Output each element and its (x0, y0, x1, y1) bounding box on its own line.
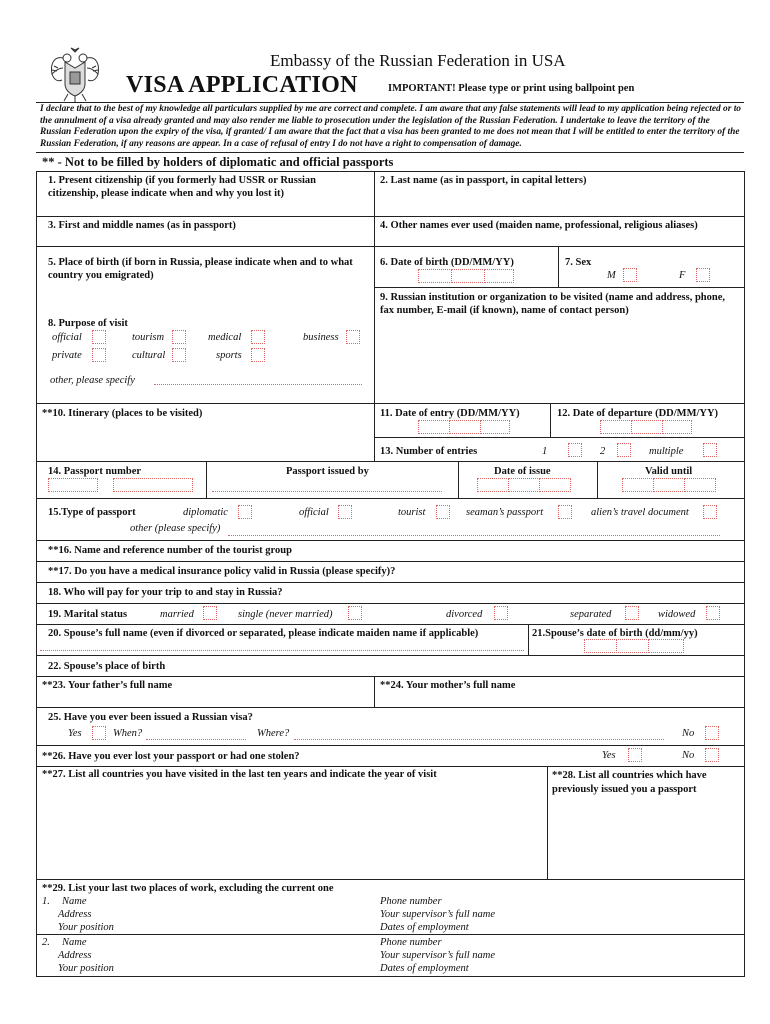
ptype-official-label: official (299, 507, 329, 518)
ptype-official-checkbox[interactable] (338, 505, 352, 519)
marital-divorced-label: divorced (446, 609, 483, 620)
embassy-title: Embassy of the Russian Federation in USA (270, 51, 566, 70)
marital-single-checkbox[interactable] (348, 606, 362, 620)
field-8-label: 8. Purpose of visit (48, 318, 128, 329)
purpose-tourism-checkbox[interactable] (172, 330, 186, 344)
field-15-label: 15.Type of passport (48, 507, 136, 518)
entries-1-label: 1 (542, 446, 548, 457)
coat-of-arms-emblem (46, 46, 104, 104)
valid-until-label: Valid until (645, 466, 693, 477)
work-1-name-label: Name (62, 896, 87, 907)
sex-f-label: F (679, 270, 686, 281)
field-16-label: **16. Name and reference number of the tourist group (48, 545, 292, 556)
lost-no-checkbox[interactable] (705, 748, 719, 762)
form-title: VISA APPLICATION (126, 72, 358, 98)
work-1-number: 1. (42, 896, 50, 907)
work-2-address-label: Address (58, 950, 92, 961)
ptype-other-input[interactable] (228, 535, 720, 536)
ptype-alien-label: alien’s travel document (591, 507, 689, 518)
marital-widowed-checkbox[interactable] (706, 606, 720, 620)
purpose-private-checkbox[interactable] (92, 348, 106, 362)
work-2-position-label: Your position (58, 963, 114, 974)
ptype-seamans-checkbox[interactable] (558, 505, 572, 519)
ptype-diplomatic-label: diplomatic (183, 507, 228, 518)
diplomatic-note: ** - Not to be filled by holders of diplomatic and official passports (42, 155, 394, 169)
marital-single-label: single (never married) (238, 609, 333, 620)
declaration-text: I declare that to the best of my knowledge all particulars supplied by me are correct and complete. I am aware that any false statements will lead to my application being rejected or to the annulment of a visa already granted and may also render me liable to prosecution under the legislation of the Russian Federation. I undertake to leave the territory of the Russian Federation upon the expiry of the visa, if granted/ I am aware that the fact that a visa has been granted to me does not mean that I will be entitled to enter the territory of the Russian Federation, if any reasons are appear. In a case of refusal of entry I do not have a right to compensation of damage. (40, 104, 741, 149)
passport-issued-by-label: Passport issued by (286, 466, 369, 477)
entries-multiple-checkbox[interactable] (703, 443, 717, 457)
work-1-dates-label: Dates of employment (380, 922, 469, 933)
field-29-label: **29. List your last two places of work, excluding the current one (42, 883, 334, 894)
purpose-medical-checkbox[interactable] (251, 330, 265, 344)
marital-separated-checkbox[interactable] (625, 606, 639, 620)
date-of-issue-label: Date of issue (494, 466, 551, 477)
field-24-label: **24. Your mother’s full name (380, 680, 516, 691)
purpose-business-label: business (303, 332, 339, 343)
field-1-label: 1. Present citizenship (if you formerly had USSR or Russian citizenship, please indicate when and why you lost it) (48, 175, 316, 199)
ptype-seamans-label: seaman’s passport (466, 507, 544, 518)
work-1-position-label: Your position (58, 922, 114, 933)
ptype-alien-checkbox[interactable] (703, 505, 717, 519)
purpose-cultural-checkbox[interactable] (172, 348, 186, 362)
marital-separated-label: separated (570, 609, 612, 620)
visa-where-input[interactable] (294, 739, 664, 740)
field-13-label: 13. Number of entries (380, 446, 478, 457)
lost-no-label: No (682, 750, 695, 761)
work-1-phone-label: Phone number (380, 896, 442, 907)
purpose-sports-label: sports (216, 350, 242, 361)
visa-when-input[interactable] (146, 739, 246, 740)
purpose-business-checkbox[interactable] (346, 330, 360, 344)
ptype-other-label: other (please specify) (130, 523, 221, 534)
purpose-tourism-label: tourism (132, 332, 165, 343)
field-14-label: 14. Passport number (48, 466, 142, 477)
purpose-cultural-label: cultural (132, 350, 166, 361)
lost-yes-checkbox[interactable] (628, 748, 642, 762)
visa-yes-checkbox[interactable] (92, 726, 106, 740)
work-2-phone-label: Phone number (380, 937, 442, 948)
field-17-label: **17. Do you have a medical insurance policy valid in Russia (please specify)? (48, 566, 396, 577)
field-3-label: 3. First and middle names (as in passport) (48, 220, 236, 231)
marital-widowed-label: widowed (658, 609, 696, 620)
field-19-label: 19. Marital status (48, 609, 128, 620)
field-20-label: 20. Spouse’s full name (even if divorced or separated, please indicate maiden name if applicable) (48, 628, 479, 639)
ptype-tourist-label: tourist (398, 507, 426, 518)
field-28-label: **28. List all countries which have previously issued you a passport (552, 770, 707, 795)
ptype-tourist-checkbox[interactable] (436, 505, 450, 519)
marital-divorced-checkbox[interactable] (494, 606, 508, 620)
visa-when-label: When? (113, 728, 143, 739)
field-11-label: 11. Date of entry (DD/MM/YY) (380, 408, 520, 419)
field-25-label: 25. Have you ever been issued a Russian visa? (48, 712, 253, 723)
field-23-label: **23. Your father’s full name (42, 680, 173, 691)
entries-2-label: 2 (600, 446, 606, 457)
marital-married-checkbox[interactable] (203, 606, 217, 620)
field-21-label: 21.Spouse’s date of birth (dd/mm/yy) (532, 628, 698, 639)
important-note: IMPORTANT! Please type or print using ballpoint pen (388, 83, 635, 94)
field-22-label: 22. Spouse’s place of birth (48, 661, 166, 672)
purpose-private-label: private (52, 350, 82, 361)
ptype-diplomatic-checkbox[interactable] (238, 505, 252, 519)
field-6-label: 6. Date of birth (DD/MM/YY) (380, 257, 514, 268)
purpose-official-label: official (52, 332, 82, 343)
work-2-dates-label: Dates of employment (380, 963, 469, 974)
visa-no-checkbox[interactable] (705, 726, 719, 740)
sex-m-label: M (607, 270, 616, 281)
field-12-label: 12. Date of departure (DD/MM/YY) (557, 408, 719, 419)
visa-where-label: Where? (257, 728, 290, 739)
field-9-label: 9. Russian institution or organization to be visited (name and address, phone, fax number, E-mail (if known), name of contact person) (380, 292, 725, 316)
visa-no-label: No (682, 728, 695, 739)
entries-2-checkbox[interactable] (617, 443, 631, 457)
passport-issued-by-input[interactable] (212, 491, 442, 492)
work-1-supervisor-label: Your supervisor’s full name (380, 909, 496, 920)
field-2-label: 2. Last name (as in passport, in capital letters) (380, 175, 587, 186)
entries-1-checkbox[interactable] (568, 443, 582, 457)
marital-married-label: married (160, 609, 194, 620)
field-7-label: 7. Sex (565, 257, 592, 268)
work-1-address-label: Address (58, 909, 92, 920)
purpose-other-input[interactable] (154, 384, 362, 385)
field-18-label: 18. Who will pay for your trip to and stay in Russia? (48, 587, 283, 598)
sex-f-checkbox[interactable] (696, 268, 710, 282)
work-2-name-label: Name (62, 937, 87, 948)
sex-m-checkbox[interactable] (623, 268, 637, 282)
purpose-medical-label: medical (208, 332, 242, 343)
work-2-supervisor-label: Your supervisor’s full name (380, 950, 496, 961)
spouse-name-input[interactable] (40, 650, 524, 651)
purpose-official-checkbox[interactable] (92, 330, 106, 344)
field-27-label: **27. List all countries you have visited in the last ten years and indicate the year of visit (42, 769, 437, 780)
entries-multiple-label: multiple (649, 446, 684, 457)
lost-yes-label: Yes (602, 750, 616, 761)
field-10-label: **10. Itinerary (places to be visited) (42, 408, 203, 419)
field-5-label: 5. Place of birth (if born in Russia, please indicate when and to what country you emigrated) (48, 257, 353, 281)
purpose-other-label: other, please specify (50, 375, 135, 386)
field-26-label: **26. Have you ever lost your passport or had one stolen? (42, 751, 300, 762)
work-2-number: 2. (42, 937, 50, 948)
field-4-label: 4. Other names ever used (maiden name, professional, religious aliases) (380, 220, 698, 231)
visa-yes-label: Yes (68, 728, 82, 739)
purpose-sports-checkbox[interactable] (251, 348, 265, 362)
